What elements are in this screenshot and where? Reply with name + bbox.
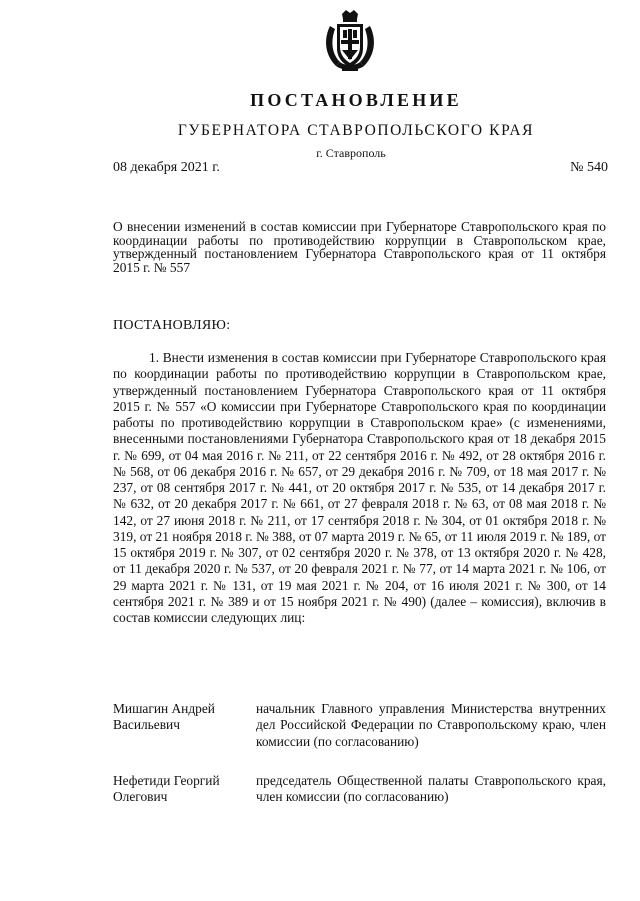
paragraph-1: 1. Внести изменения в состав комиссии при Губернаторе Ставропольского края по координации работы по противодействию коррупции в Ставропольском крае, утвержденный постановлением Губернатора Ставропольского края от 11 октября 2015 г. № 557 «О комиссии при Губернаторе Ставропольского края по координации работы по противодействию коррупции в Ставропольском крае» (с изменениями, внесенными постановлениями Губернатора Ставропольского края от 18 декабря 2015 г. № 699, от 04 мая 2016 г. № 211, от 22 сентября 2016 г. № 492, от 28 октября 2016 г. № 568, от 06 декабря 2016 г. № 657, от 29 декабря 2016 г. № 709, от 18 мая 2017 г. № 237, от 08 сентября 2017 г. № 441, от 20 октября 2017 г. № 535, от 14 декабря 2017 г. № 632, от 20 декабря 2017 г. № 661, от 27 февраля 2018 г. № 63, от 08 мая 2018 г. № 142, от 27 июня 2018 г. № 211, от 17 сентября 2018 г. № 304, от 01 октября 2018 г. № 319, от 21 ноября 2018 г. № 388, от 07 марта 2019 г. № 65, от 11 июля 2019 г. № 189, от 15 октября 2019 г. № 307, от 02 сентября 2020 г. № 378, от 13 октября 2020 г. № 428, от 11 декабря 2020 г. № 537, от 20 февраля 2021 г. № 77, от 14 марта 2021 г. № 106, от 29 марта 2021 г. № 131, от 19 мая 2021 г. № 204, от 16 июля 2021 г. № 300, от 14 сентября 2021 г. № 389 и от 15 ноября 2021 г. № 490) (далее – комиссия), включив в состав комиссии следующих лиц: <box>113 350 606 625</box>
member-name <box>113 773 243 806</box>
member-name <box>113 701 243 734</box>
city-label: г. Ставрополь <box>316 146 386 160</box>
member-role: председатель Общественной палаты Ставропольского края, член комиссии (по согласованию) <box>256 773 606 805</box>
member-name-line: Мишагин Андрей <box>113 701 215 716</box>
issuer-title: ГУБЕРНАТОРА СТАВРОПОЛЬСКОГО КРАЯ <box>177 122 535 139</box>
member-name-line: Нефетиди Георгий <box>113 773 220 788</box>
coat-of-arms-icon <box>322 10 378 74</box>
member-name-line: Васильевич <box>113 717 180 733</box>
document-date: 08 декабря 2021 г. <box>113 160 220 175</box>
document-subject: О внесении изменений в состав комиссии при Губернаторе Ставропольского края по координации работы по противодействию коррупции в Ставропольском крае, утвержденный постановлением Губернатора Ставропольского края от 11 октября 2015 г. № 557 <box>113 219 606 275</box>
document-number: № 540 <box>570 160 608 175</box>
document-title: ПОСТАНОВЛЕНИЕ <box>250 90 462 110</box>
member-role: начальник Главного управления Министерства внутренних дел Российской Федерации по Ставропольскому краю, член комиссии (по согласованию) <box>256 701 606 749</box>
member-name-line: Олегович <box>113 789 168 805</box>
decree-word: ПОСТАНОВЛЯЮ: <box>113 318 231 333</box>
